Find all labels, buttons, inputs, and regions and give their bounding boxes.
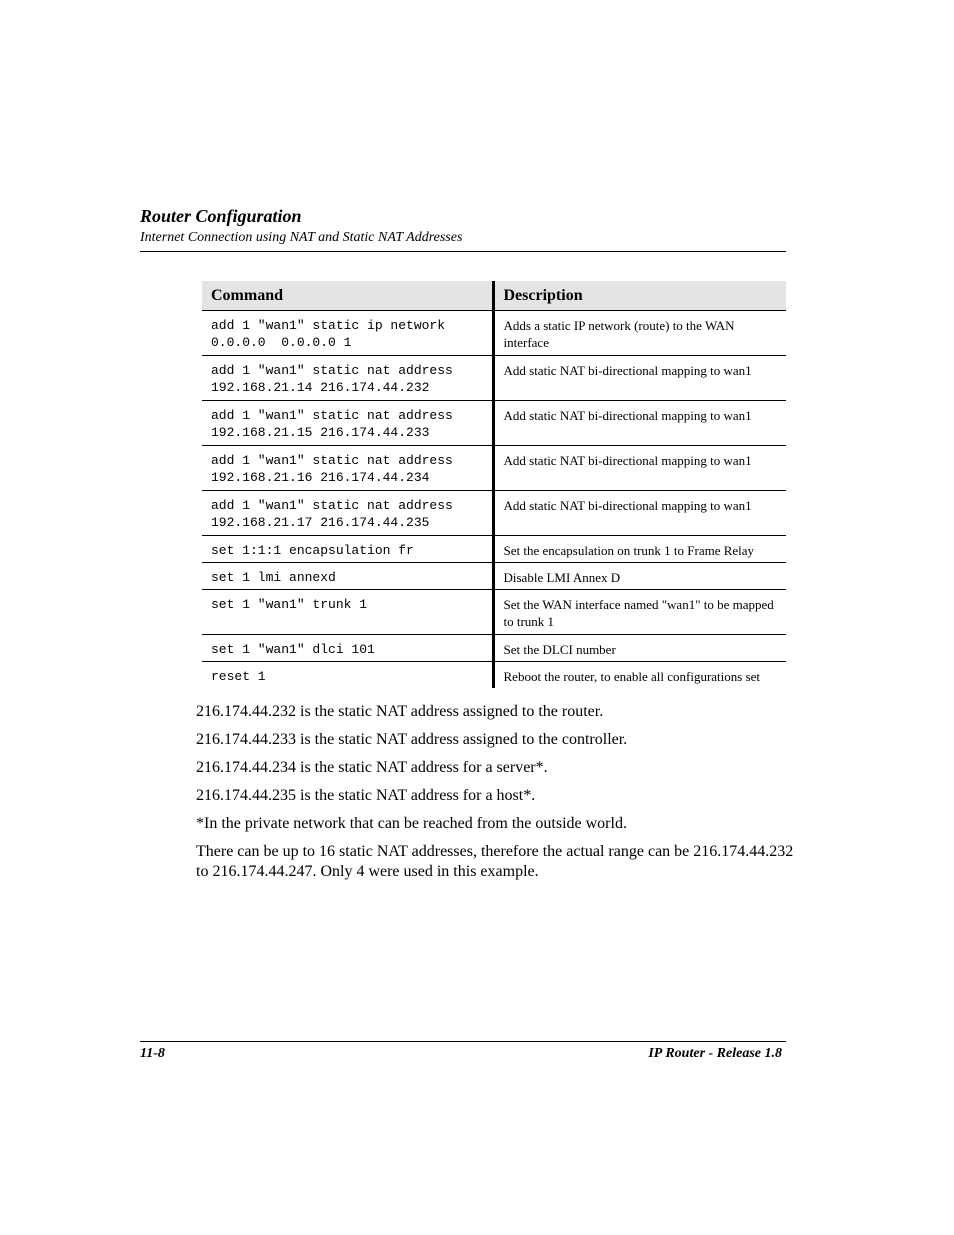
table-row	[202, 491, 786, 536]
header-divider	[140, 251, 786, 252]
table-row	[202, 356, 786, 401]
table-row	[202, 311, 786, 356]
footer-divider	[140, 1041, 786, 1042]
table-header-row	[202, 281, 786, 311]
paragraph: *In the private network that can be reached from the outside world.	[196, 815, 627, 832]
command-cell: add 1 "wan1" static nat address 192.168.21.17 216.174.44.235	[202, 491, 493, 536]
command-cell: add 1 "wan1" static nat address 192.168.21.14 216.174.44.232	[202, 356, 493, 401]
description-cell: Add static NAT bi-directional mapping to wan1	[493, 401, 786, 446]
table-row	[202, 563, 786, 590]
command-cell: set 1 "wan1" dlci 101	[202, 635, 493, 662]
command-cell: add 1 "wan1" static nat address 192.168.21.15 216.174.44.233	[202, 401, 493, 446]
description-cell: Set the DLCI number	[493, 635, 786, 662]
table-row	[202, 401, 786, 446]
description-cell: Adds a static IP network (route) to the WAN interface	[493, 311, 786, 356]
table-row	[202, 662, 786, 689]
paragraph: 216.174.44.232 is the static NAT address assigned to the router.	[196, 703, 604, 720]
page-title: Router Configuration	[140, 206, 302, 226]
command-cell: set 1:1:1 encapsulation fr	[202, 536, 493, 563]
document-title: IP Router - Release 1.8	[648, 1046, 782, 1061]
paragraph: 216.174.44.234 is the static NAT address for a server*.	[196, 759, 548, 776]
table-row	[202, 590, 786, 635]
command-cell: reset 1	[202, 662, 493, 689]
paragraph: 216.174.44.233 is the static NAT address assigned to the controller.	[196, 731, 628, 748]
page-subtitle: Internet Connection using NAT and Static NAT Addresses	[140, 230, 463, 245]
body-text	[196, 702, 796, 890]
description-cell: Add static NAT bi-directional mapping to wan1	[493, 491, 786, 536]
column-header-command: Command	[202, 281, 493, 311]
page-number: 11-8	[140, 1046, 165, 1061]
command-cell: add 1 "wan1" static nat address 192.168.21.16 216.174.44.234	[202, 446, 493, 491]
table-row	[202, 536, 786, 563]
description-cell: Add static NAT bi-directional mapping to wan1	[493, 446, 786, 491]
command-cell: add 1 "wan1" static ip network 0.0.0.0 0.0.0.0 1	[202, 311, 493, 356]
description-cell: Add static NAT bi-directional mapping to wan1	[493, 356, 786, 401]
paragraph: 216.174.44.235 is the static NAT address for a host*.	[196, 787, 536, 804]
description-cell: Set the encapsulation on trunk 1 to Frame Relay	[493, 536, 786, 563]
command-cell: set 1 lmi annexd	[202, 563, 493, 590]
paragraph: There can be up to 16 static NAT addresses, therefore the actual range can be 216.174.44.232 to 216.174.44.247. Only 4 were used in this example.	[196, 843, 794, 880]
command-cell: set 1 "wan1" trunk 1	[202, 590, 493, 635]
table-row	[202, 635, 786, 662]
column-header-description: Description	[493, 281, 786, 311]
description-cell: Reboot the router, to enable all configurations set	[503, 669, 761, 684]
table-row	[202, 446, 786, 491]
description-cell: Disable LMI Annex D	[493, 563, 786, 590]
description-cell: Set the WAN interface named "wan1" to be mapped to trunk 1	[493, 590, 786, 635]
command-table	[202, 281, 786, 688]
